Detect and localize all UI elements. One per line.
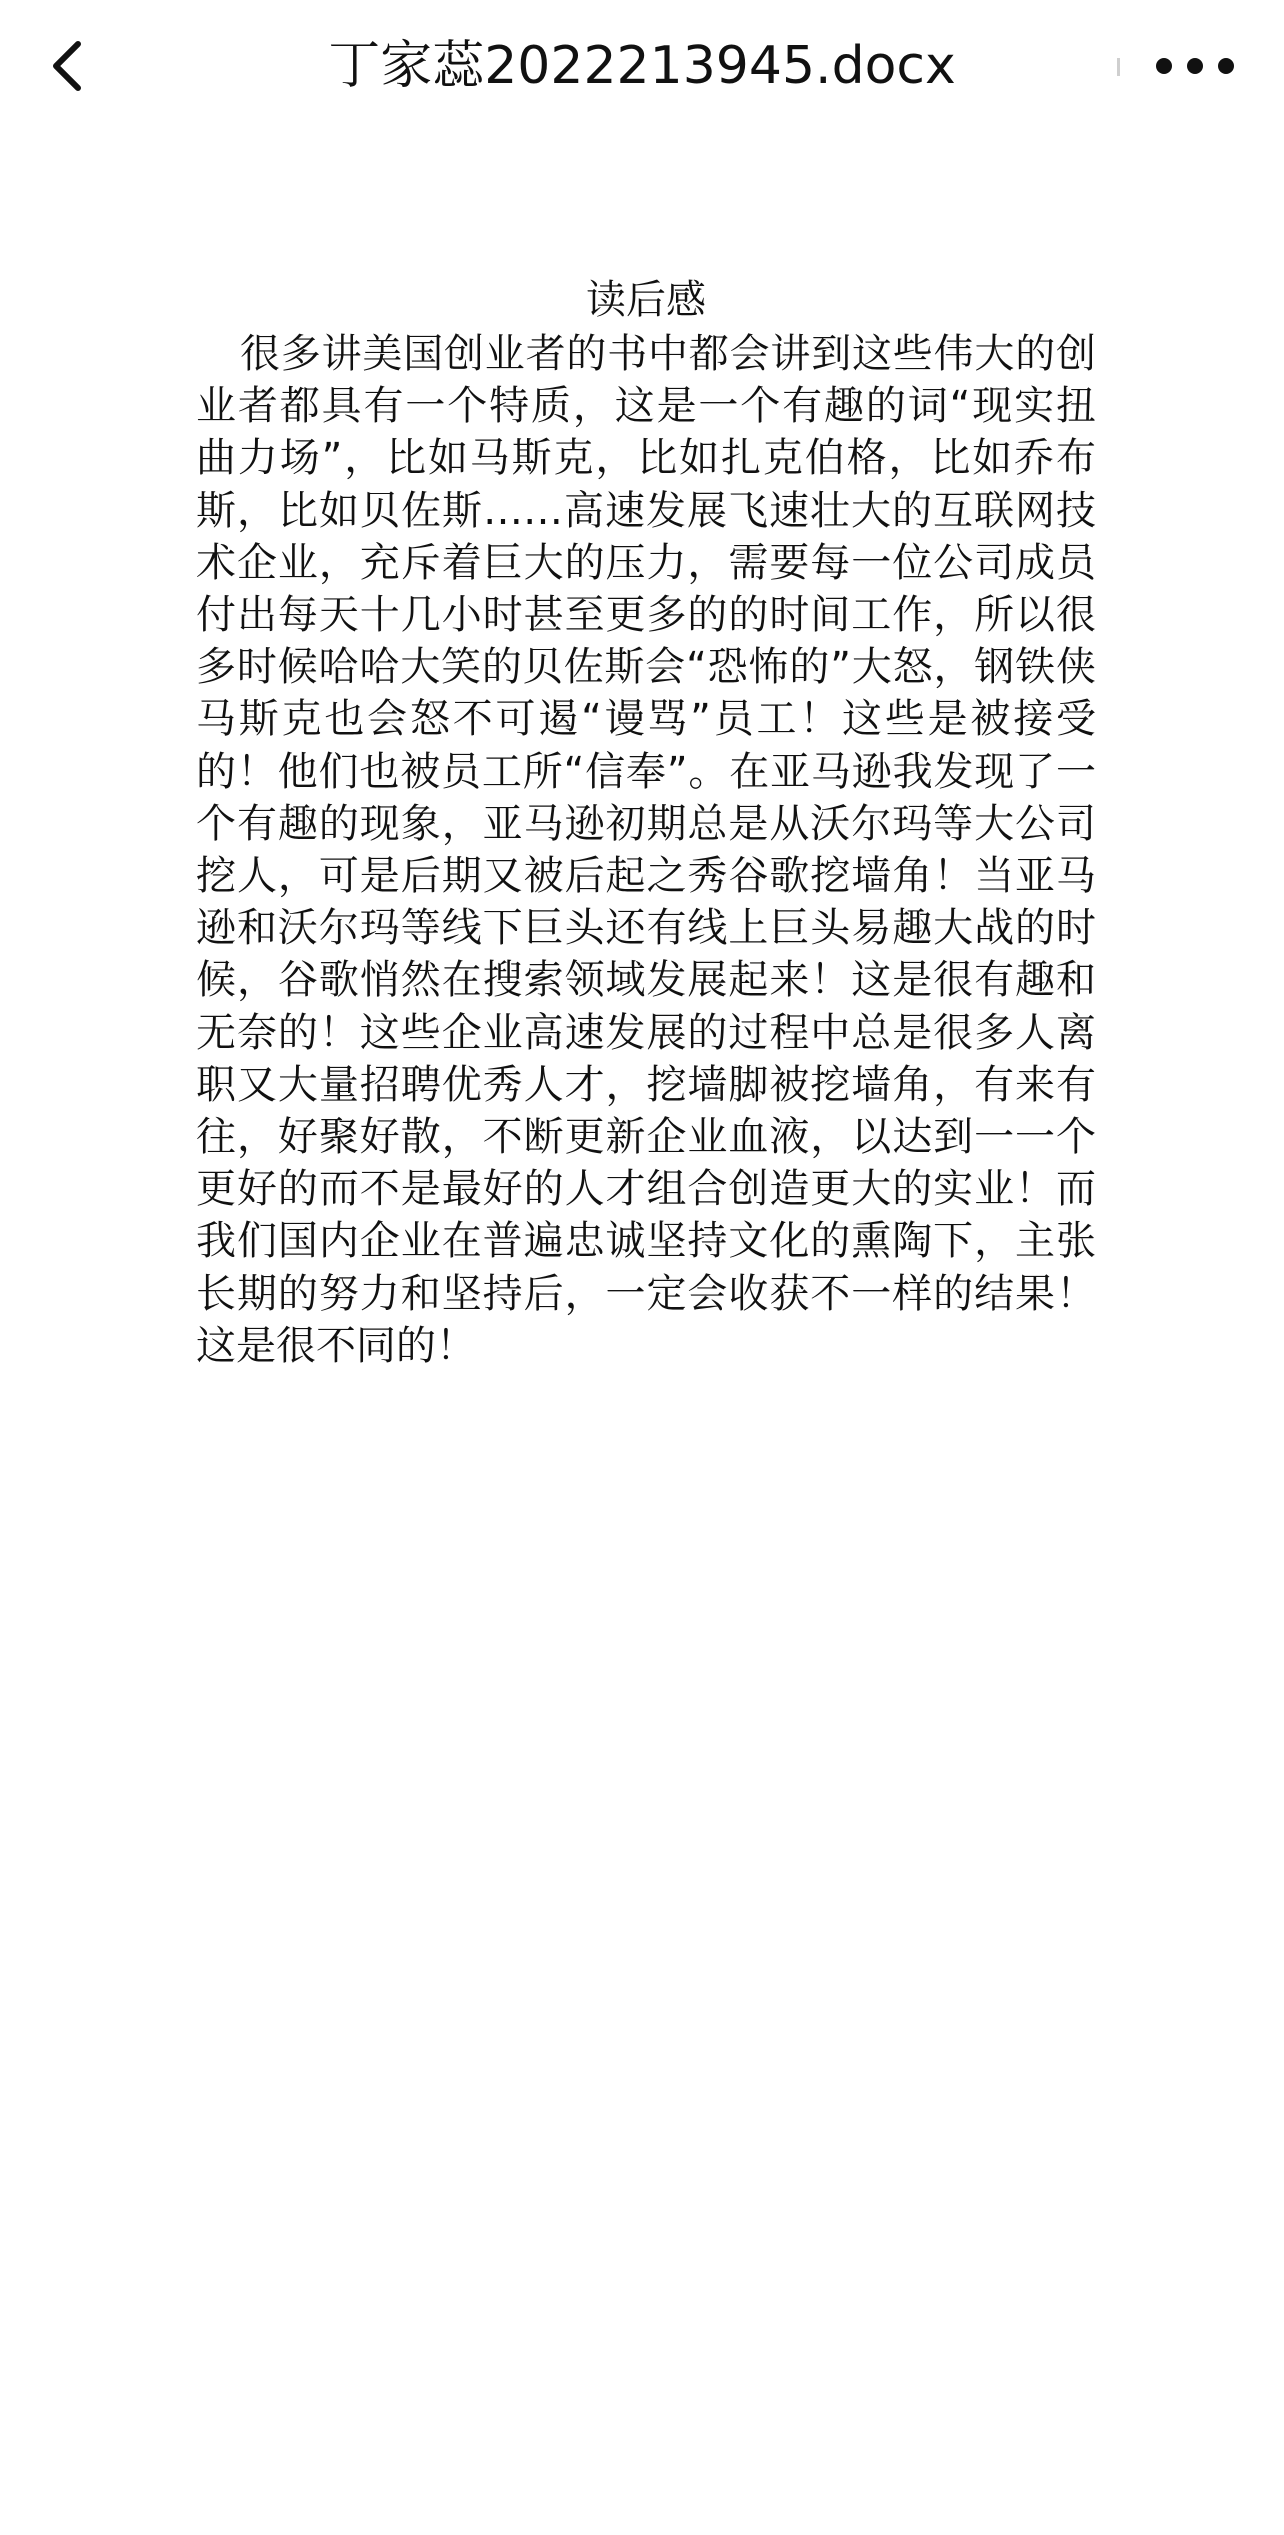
nav-divider: [1117, 58, 1120, 76]
document-body: 很多讲美国创业者的书中都会讲到这些伟大的创业者都具有一个特质，这是一个有趣的词“现实扭曲力场”，比如马斯克，比如扎克伯格，比如乔布斯，比如贝佐斯……高速发展飞速壮大的互联网技术企业，充斥着巨大的压力，需要每一位公司成员付出每天十几小时甚至更多的的时间工作，所以很多时候哈哈大笑的贝佐斯会“恐怖的”大怒，钢铁侠马斯克也会怒不可遏“谩骂”员工！这些是被接受的！他们也被员工所“信奉”。在亚马逊我发现了一个有趣的现象，亚马逊初期总是从沃尔玛等大公司挖人，可是后期又被后起之秀谷歌挖墙角！当亚马逊和沃尔玛等线下巨头还有线上巨头易趣大战的时候，谷歌悄然在搜索领域发展起来！这是很有趣和无奈的！这些企业高速发展的过程中总是很多人离职又大量招聘优秀人才，挖墙脚被挖墙角，有来有往，好聚好散，不断更新企业血液，以达到一一个更好的而不是最好的人才组合创造更大的实业！而我们国内企业在普遍忠诚坚持文化的熏陶下，主张长期的努力和坚持后，一定会收获不一样的结果！这是很不同的！: [196, 331, 1096, 1369]
document-heading: 读后感: [586, 277, 706, 323]
more-dots-icon: [1140, 36, 1250, 96]
more-button[interactable]: [1140, 36, 1250, 96]
nav-bar: [0, 0, 1284, 132]
chevron-left-icon: [30, 22, 110, 110]
page-title: 丁家蕊2022213945.docx: [328, 36, 956, 96]
document-page: [196, 272, 1096, 1372]
back-button[interactable]: [30, 22, 110, 110]
